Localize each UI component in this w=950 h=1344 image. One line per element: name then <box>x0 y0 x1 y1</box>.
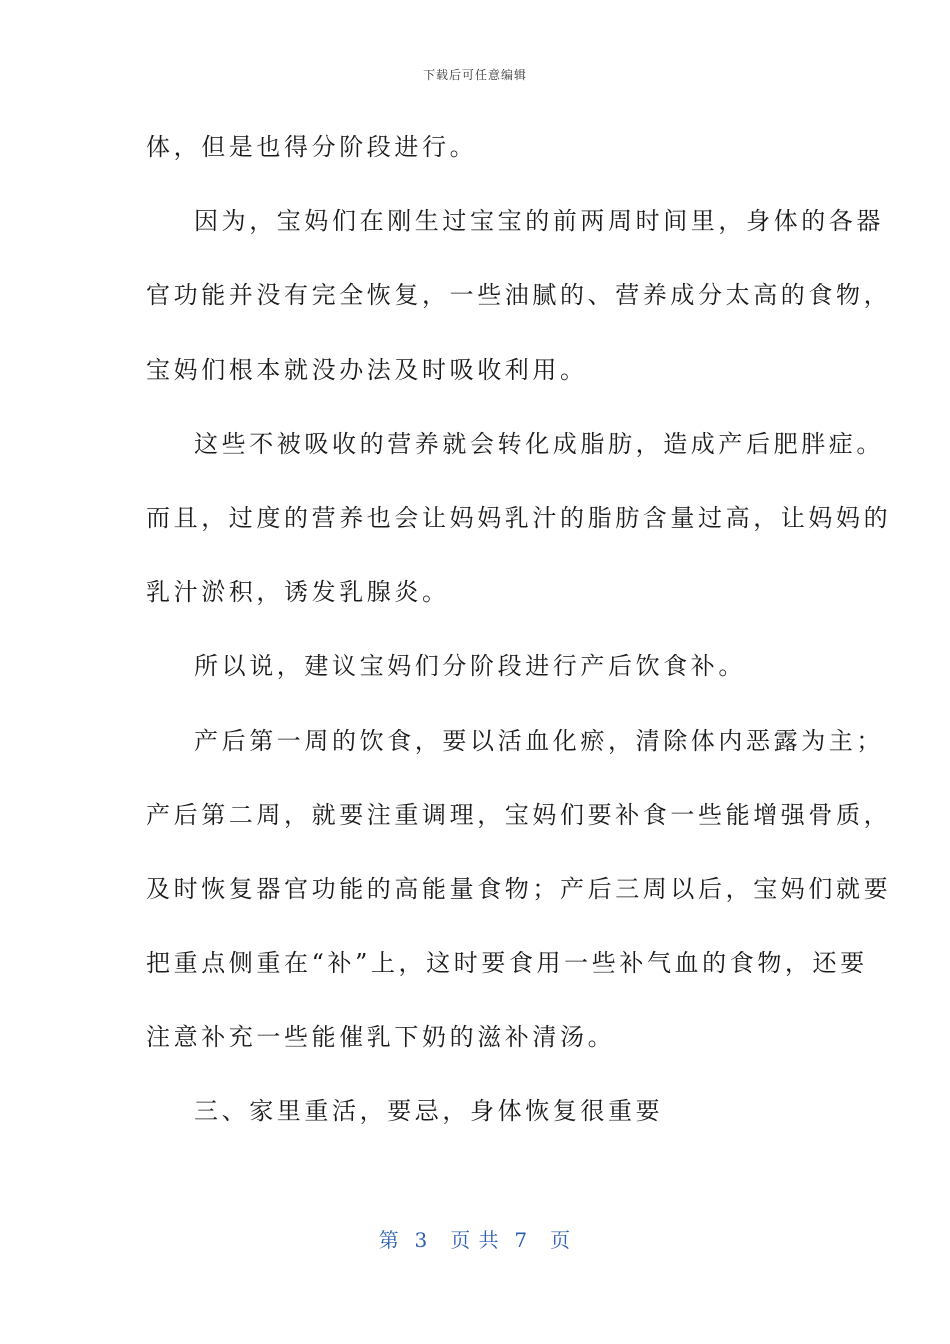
text-line: 因为，宝妈们在刚生过宝宝的前两周时间里，身体的各器 <box>194 207 884 236</box>
text-line: 乳汁淤积，诱发乳腺炎。 <box>146 578 450 607</box>
text-line: 所以说，建议宝妈们分阶段进行产后饮食补。 <box>194 652 746 681</box>
text-line: 产后第一周的饮食，要以活血化瘀，清除体内恶露为主； <box>194 726 884 755</box>
text-line: 这些不被吸收的营养就会转化成脂肪，造成产后肥胖症。 <box>194 429 884 458</box>
text-line: 注意补充一些能催乳下奶的滋补清汤。 <box>146 1023 616 1052</box>
text-line: 把重点侧重在“补”上，这时要食用一些补气血的食物，还要 <box>146 949 868 978</box>
text-line: 产后第二周，就要注重调理，宝妈们要补食一些能增强骨质， <box>146 800 892 829</box>
document-body <box>146 122 892 1161</box>
text-line: 体，但是也得分阶段进行。 <box>146 133 478 161</box>
page-header: 下载后可任意编辑 <box>422 68 527 82</box>
text-line: 及时恢复器官功能的高能量食物；产后三周以后，宝妈们就要 <box>146 874 892 903</box>
section-heading: 三、家里重活，要忌，身体恢复很重要 <box>194 1097 664 1126</box>
text-line: 而且，过度的营养也会让妈妈乳汁的脂肪含量过高，让妈妈的 <box>146 503 892 532</box>
text-line: 宝妈们根本就没办法及时吸收利用。 <box>146 355 588 384</box>
text-line: 官功能并没有完全恢复，一些油腻的、营养成分太高的食物， <box>146 281 892 310</box>
page-number-footer: 第 3 页 共 7 页 <box>378 1228 572 1252</box>
